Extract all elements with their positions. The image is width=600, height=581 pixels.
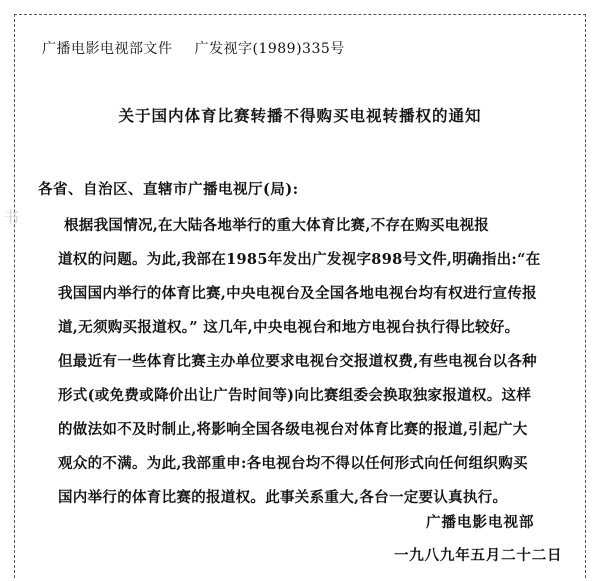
body-line: 我国国内举行的体育比赛,中央电视台及全国各地电视台均有权进行宣传报 (58, 285, 537, 302)
body-line: 的做法如不及时制止,将影响全国各级电视台对体育比赛的报道,引起广大 (58, 421, 528, 438)
body-line: 形式(或免费或降价出让广告时间等)向比赛组委会换取独家报道权。这样 (58, 387, 532, 404)
signature-org: 广播电影电视部 (426, 514, 535, 531)
body-line: 国内举行的体育比赛的报道权。此事关系重大,各台一定要认真执行。 (58, 489, 508, 506)
watermark: 书 (4, 208, 22, 226)
body-line: 道,无须购买报道权。” 这几年,中央电视台和地方电视台执行得比较好。 (58, 319, 520, 336)
body-line: 观众的不满。为此,我部重申:各电视台均不得以任何形式向任何组织购买 (58, 455, 528, 472)
signature-date: 一九八九年五月二十二日 (394, 547, 563, 564)
issuer-label: 广播电影电视部文件 (42, 41, 173, 57)
body-line: 道权的问题。为此,我部在1985年发出广发视字898号文件,明确指出:“在 (58, 251, 541, 268)
salutation: 各省、自治区、直辖市广播电视厅(局): (38, 181, 299, 198)
body-line: 根据我国情况,在大陆各地举行的重大体育比赛,不存在购买电视报 (64, 217, 490, 234)
document-title: 关于国内体育比赛转播不得购买电视转播权的通知 (118, 106, 482, 125)
document-header (42, 38, 345, 58)
body-line: 但最近有一些体育比赛主办单位要求电视台交报道权费,有些电视台以各种 (58, 353, 537, 370)
doc-number: 广发视字(1989)335号 (194, 41, 345, 57)
